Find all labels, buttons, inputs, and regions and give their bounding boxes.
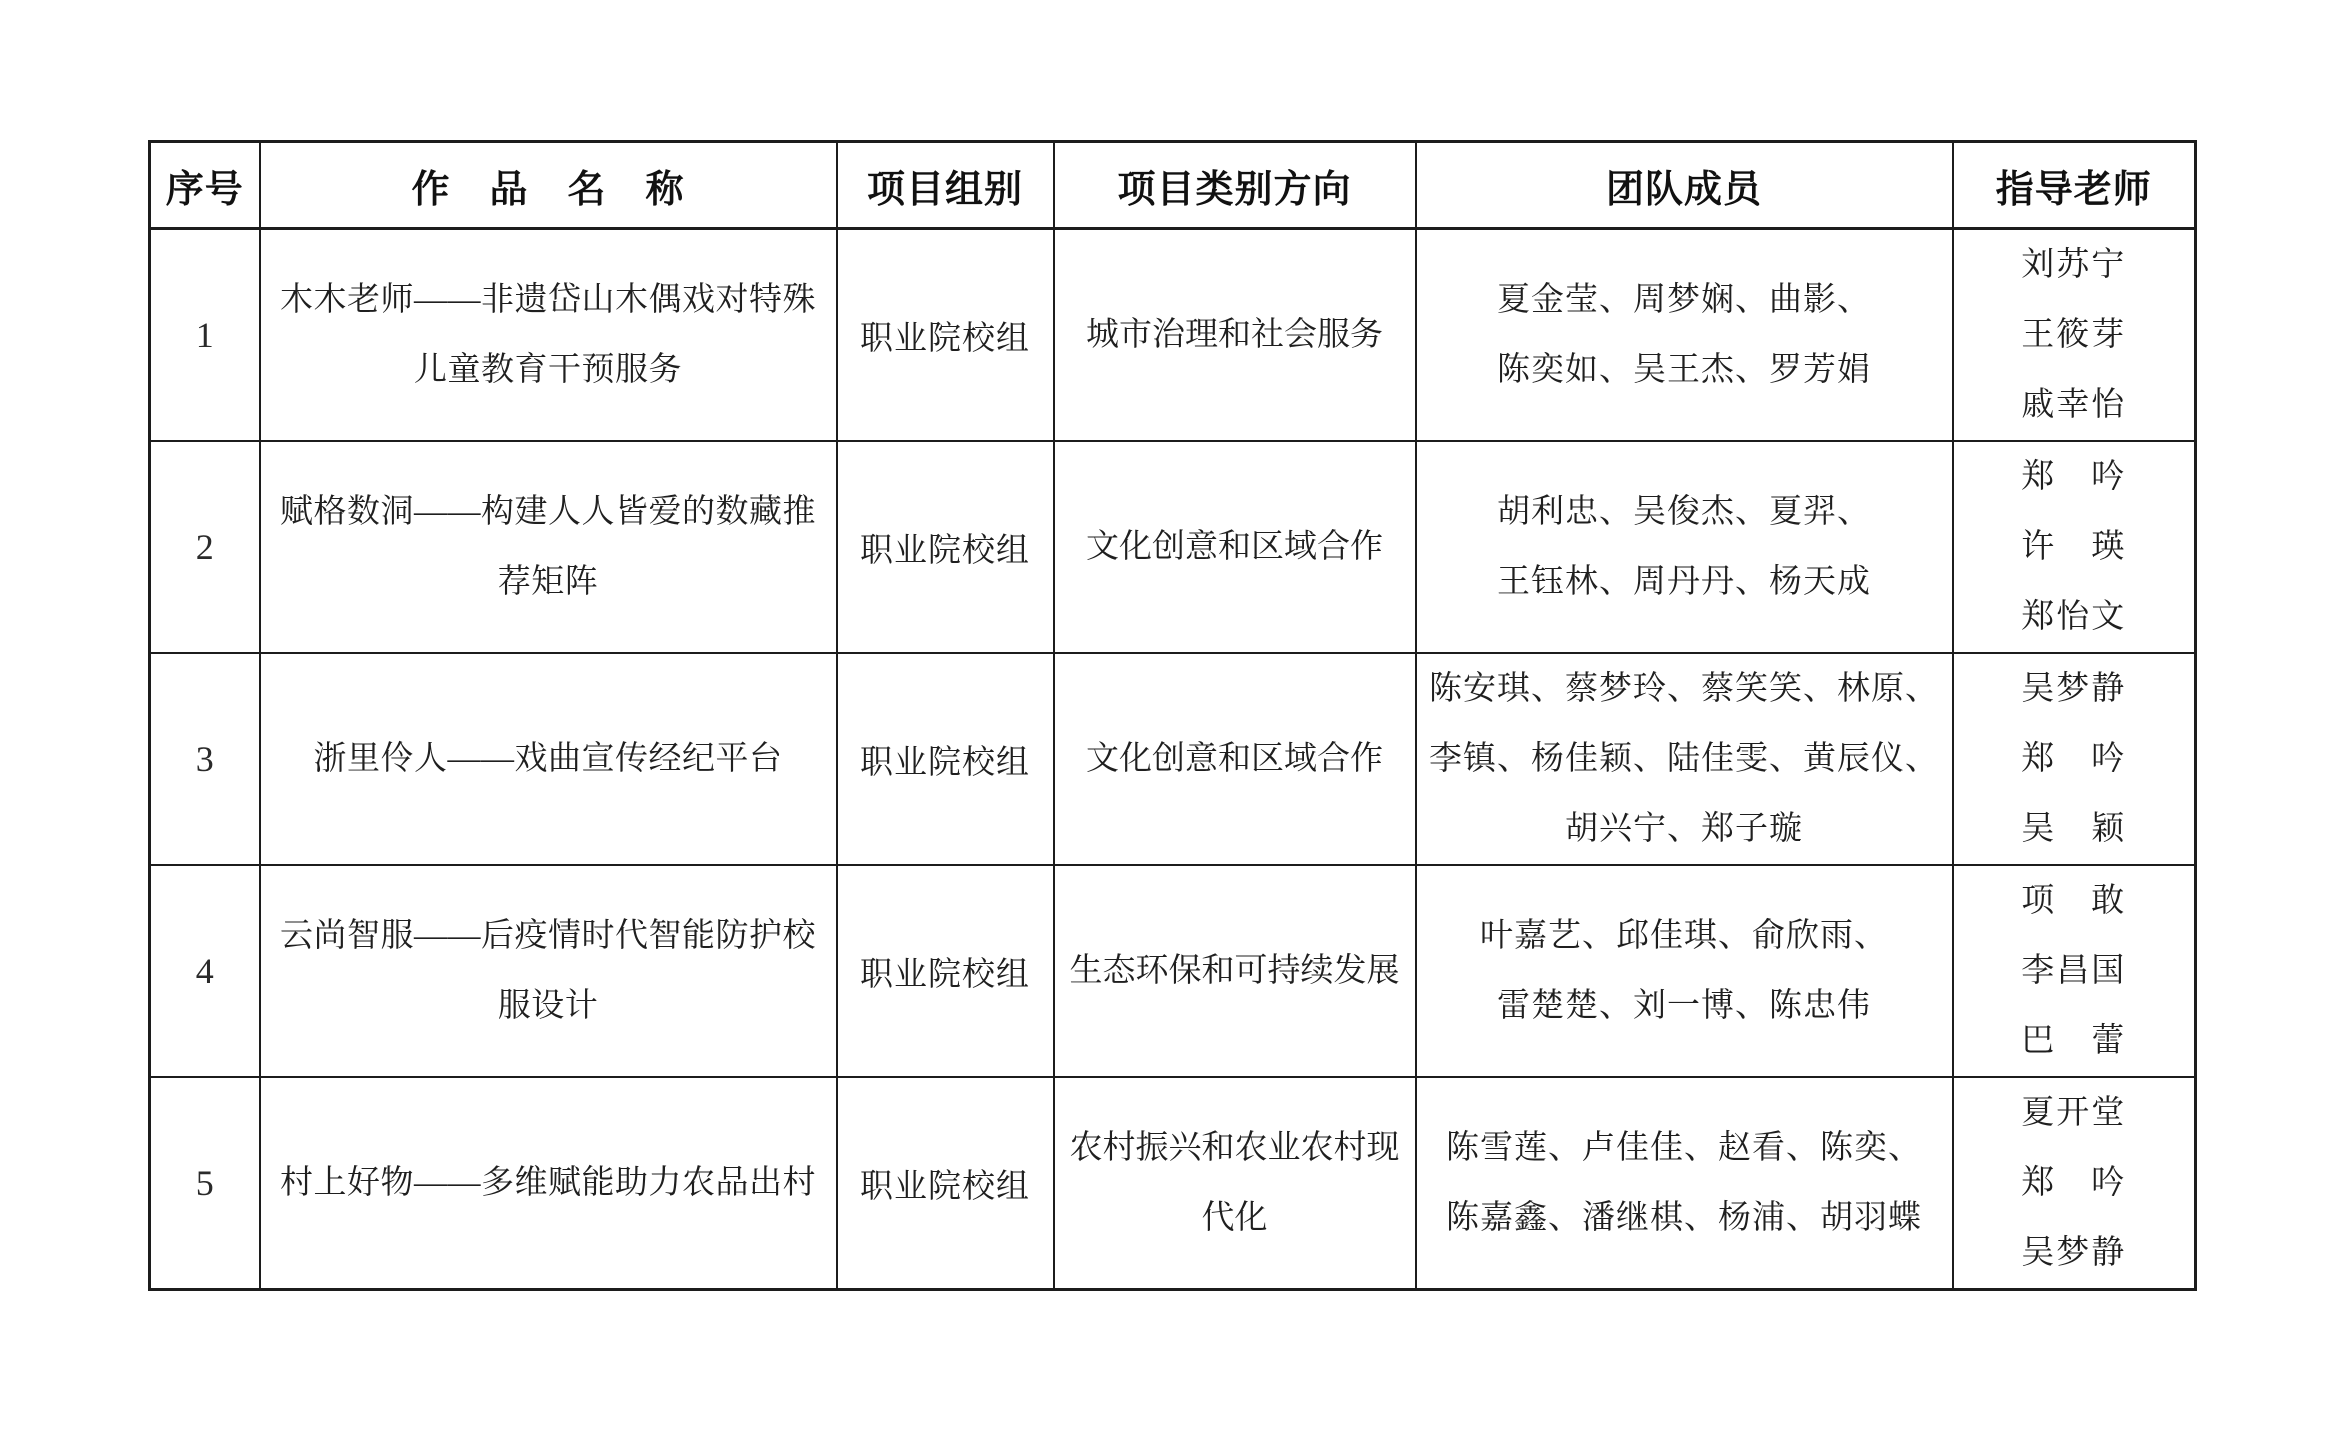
work-name-text: 村上好物——多维赋能助力农品出村 (280, 1165, 816, 1201)
advisors-text: 夏开堂 郑 吟 吴梦静 (2021, 1095, 2127, 1271)
cell-advisors (1953, 229, 2196, 442)
cell-members (1416, 229, 1953, 442)
work-name-text: 赋格数洞——构建人人皆爱的数藏推 荐矩阵 (280, 494, 816, 600)
members-text: 叶嘉艺、邱佳琪、俞欣雨、 雷楚楚、刘一博、陈忠伟 (1480, 918, 1888, 1024)
cell-group: 职业院校组 (837, 653, 1054, 865)
cell-group: 职业院校组 (837, 865, 1054, 1077)
table-row (150, 441, 2196, 653)
header-serial: 序号 (150, 142, 260, 229)
table-row (150, 865, 2196, 1077)
category-text: 文化创意和区域合作 (1086, 529, 1383, 565)
cell-members (1416, 865, 1953, 1077)
advisors-text: 刘苏宁 王筱芽 戚幸怡 (2021, 247, 2127, 423)
cell-work-name (260, 441, 837, 653)
table-row (150, 653, 2196, 865)
cell-category (1054, 865, 1416, 1077)
header-category: 项目类别方向 (1054, 142, 1416, 229)
category-text: 城市治理和社会服务 (1086, 317, 1383, 353)
header-group: 项目组别 (837, 142, 1054, 229)
cell-members (1416, 441, 1953, 653)
members-text: 胡利忠、吴俊杰、夏羿、 王钰林、周丹丹、杨天成 (1497, 494, 1871, 600)
table-row (150, 1077, 2196, 1290)
cell-advisors (1953, 1077, 2196, 1290)
cell-serial: 2 (150, 441, 260, 653)
header-members: 团队成员 (1416, 142, 1953, 229)
members-text: 陈安琪、蔡梦玲、蔡笑笑、林原、 李镇、杨佳颖、陆佳雯、黄辰仪、 胡兴宁、郑子璇 (1429, 671, 1939, 847)
cell-members (1416, 1077, 1953, 1290)
cell-serial: 4 (150, 865, 260, 1077)
cell-category (1054, 441, 1416, 653)
category-text: 农村振兴和农业农村现 代化 (1069, 1130, 1400, 1236)
work-name-text: 浙里伶人——戏曲宣传经纪平台 (313, 741, 783, 777)
members-text: 夏金莹、周梦娴、曲影、 陈奕如、吴王杰、罗芳娟 (1497, 282, 1871, 388)
advisors-text: 吴梦静 郑 吟 吴 颖 (2021, 671, 2127, 847)
advisors-text: 项 敢 李昌国 巴 蕾 (2021, 883, 2127, 1059)
cell-serial: 1 (150, 229, 260, 442)
header-work-name: 作 品 名 称 (260, 142, 837, 229)
table-row (150, 229, 2196, 442)
cell-category (1054, 1077, 1416, 1290)
advisors-text: 郑 吟 许 瑛 郑怡文 (2021, 459, 2127, 635)
category-text: 生态环保和可持续发展 (1069, 953, 1400, 989)
cell-group: 职业院校组 (837, 229, 1054, 442)
category-text: 文化创意和区域合作 (1086, 741, 1383, 777)
cell-advisors (1953, 865, 2196, 1077)
projects-table (148, 140, 2197, 1291)
cell-category (1054, 229, 1416, 442)
cell-advisors (1953, 653, 2196, 865)
cell-work-name (260, 865, 837, 1077)
cell-members (1416, 653, 1953, 865)
members-text: 陈雪莲、卢佳佳、赵看、陈奕、 陈嘉鑫、潘继棋、杨浦、胡羽蝶 (1446, 1130, 1922, 1236)
header-advisors: 指导老师 (1953, 142, 2196, 229)
header-row (150, 142, 2196, 229)
cell-serial: 5 (150, 1077, 260, 1290)
cell-group: 职业院校组 (837, 1077, 1054, 1290)
cell-serial: 3 (150, 653, 260, 865)
cell-work-name (260, 1077, 837, 1290)
cell-group: 职业院校组 (837, 441, 1054, 653)
cell-category (1054, 653, 1416, 865)
cell-advisors (1953, 441, 2196, 653)
work-name-text: 木木老师——非遗岱山木偶戏对特殊 儿童教育干预服务 (280, 282, 816, 388)
cell-work-name (260, 653, 837, 865)
cell-work-name (260, 229, 837, 442)
work-name-text: 云尚智服——后疫情时代智能防护校 服设计 (280, 918, 816, 1024)
